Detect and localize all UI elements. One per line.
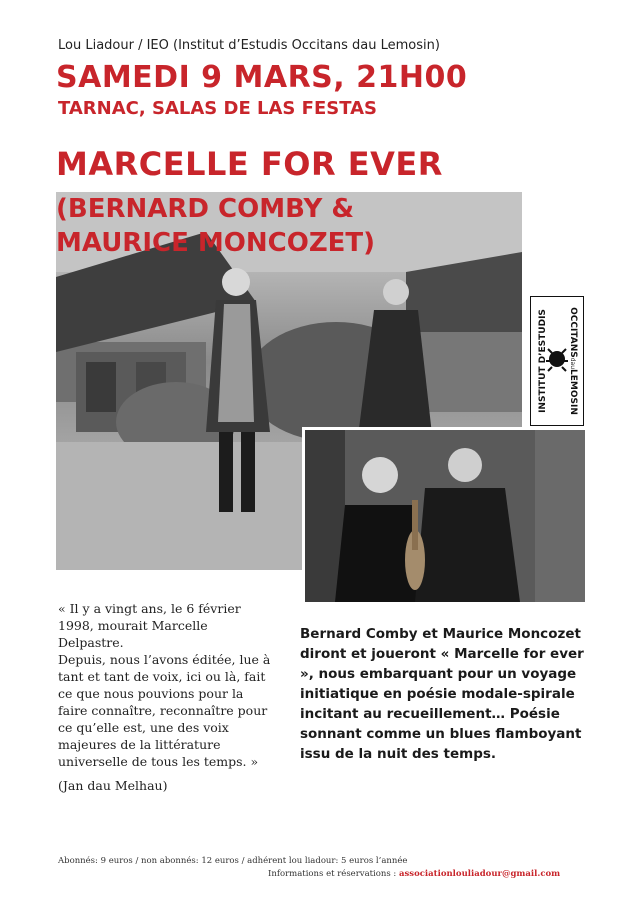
event-date: SAMEDI 9 MARS, 21H00: [56, 60, 468, 95]
show-title: MARCELLE FOR EVER: [56, 145, 443, 183]
logo-line-2-small: dau: [569, 357, 576, 370]
show-artists-line-2: MAURICE MONCOZET): [56, 228, 376, 258]
photo-two-musicians: [302, 427, 585, 602]
logo-text-right: [568, 307, 578, 415]
contact-email-link[interactable]: associationlouliadour@gmail.com: [399, 869, 561, 879]
quote-signature: (Jan dau Melhau): [58, 778, 168, 793]
logo-text-left: [538, 309, 548, 413]
organizer-line: Lou Liadour / IEO (Institut d’Estudis Occitans dau Lemosin): [58, 38, 440, 53]
ieo-logo: [530, 296, 584, 426]
info-line: [268, 869, 560, 879]
logo-line-3: LEMOSIN: [568, 369, 578, 415]
show-artists-line-1: (BERNARD COMBY &: [56, 194, 355, 224]
photo-two-musicians-illustration: [305, 430, 585, 602]
logo-line-2: OCCITANS: [568, 307, 578, 358]
quote-paragraph-2: Depuis, nous l’avons éditée, lue à tant et tant de voix, ici ou là, fait ce que nous pouvions pour la faire connaître, reconnaître pour ce qu’elle est, une des voix majeures de la littérature universelle de tous les temps. »: [58, 652, 271, 769]
quote-block: [58, 600, 276, 794]
info-label: Informations et réservations :: [268, 869, 399, 879]
quote-paragraph-1: « Il y a vingt ans, le 6 février 1998, mourait Marcelle Delpastre.: [58, 601, 241, 650]
event-place: TARNAC, SALAS DE LAS FESTAS: [58, 98, 377, 119]
prices-line: Abonnés: 9 euros / non abonnés: 12 euros / adhérent lou liadour: 5 euros l’année: [58, 856, 408, 866]
show-description: Bernard Comby et Maurice Moncozet diront et joueront « Marcelle for ever », nous embarquant pour un voyage initiatique en poésie modale-spirale incitant au recueillement… Poésie sonnant comme un blues flamboyant issu de la nuit des temps.: [300, 626, 584, 762]
logo-line-1: INSTITUT D’ESTUDIS: [538, 309, 548, 413]
show-artists: [56, 192, 526, 260]
